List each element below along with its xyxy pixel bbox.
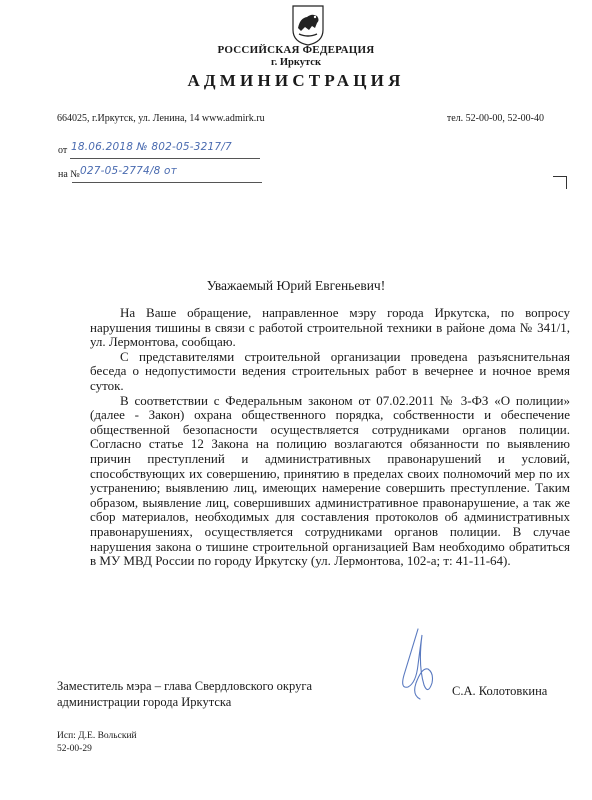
executor-name: Исп: Д.Е. Вольский bbox=[57, 731, 137, 741]
signatory-role-line: Заместитель мэра – глава Свердловского округа bbox=[57, 679, 313, 693]
signatory-role bbox=[57, 678, 312, 710]
to-value: 027-05-2774/8 от bbox=[80, 165, 177, 177]
country-title: РОССИЙСКАЯ ФЕДЕРАЦИЯ bbox=[217, 44, 375, 56]
from-label: от bbox=[58, 145, 68, 156]
paragraph: В соответствии с Федеральным законом от 07.02.2011 № 3-ФЗ «О полиции» (далее - Закон) охрана общественного порядка, собственности и обеспечение общественной безопасности осуществляется сотрудниками органов полиции. Согласно статье 12 Закона на полицию возлагаются обязанности по выявлению причин преступлений и административных правонарушений и условий, способствующих их совершению, принятию в пределах своих полномочий мер по их устранению; выявлению лиц, имеющих намерение совершить преступление. Таким образом, выявление лиц, совершивших административное правонарушение, а так же сбор материалов, необходимых для составления протоколов об административных правонарушениях, осуществляется сотрудниками органов полиции. В случае нарушения закона о тишине строительной организацией Вам необходимо обратиться в МУ МВД России по городу Иркутску (ул. Лермонтова, 102-а; т: 41-11-64). bbox=[90, 392, 570, 569]
executor-info bbox=[57, 730, 137, 755]
address-corner-mark bbox=[553, 176, 567, 189]
executor-phone: 52-00-29 bbox=[57, 743, 92, 754]
handwritten-signature bbox=[388, 625, 448, 705]
from-value: 18.06.2018 № 802-05-3217/7 bbox=[71, 141, 232, 153]
letter-body bbox=[90, 306, 570, 569]
city-title: г. Иркутск bbox=[271, 57, 321, 68]
paragraph: С представителями строительной организации проведена разъяснительная беседа о недопустимости ведения строительных работ в вечернее и ночное время суток. bbox=[90, 348, 570, 393]
to-label: на № bbox=[58, 169, 80, 180]
address-line: 664025, г.Иркутск, ул. Ленина, 14 www.admirk.ru bbox=[57, 113, 265, 124]
signatory-role-line: администрации города Иркутска bbox=[57, 695, 232, 709]
phone-line: тел. 52-00-00, 52-00-40 bbox=[446, 113, 544, 124]
organization-title: АДМИНИСТРАЦИЯ bbox=[187, 71, 405, 90]
signatory-name: С.А. Колотовкина bbox=[452, 684, 548, 698]
greeting: Уважаемый Юрий Евгеньевич! bbox=[206, 278, 386, 293]
coat-of-arms-icon bbox=[291, 4, 325, 46]
paragraph: На Ваше обращение, направленное мэру города Иркутска, по вопросу нарушения тишины в связи с работой строительной техники в районе дома № 341/1, ул. Лермонтова, сообщаю. bbox=[90, 305, 570, 350]
